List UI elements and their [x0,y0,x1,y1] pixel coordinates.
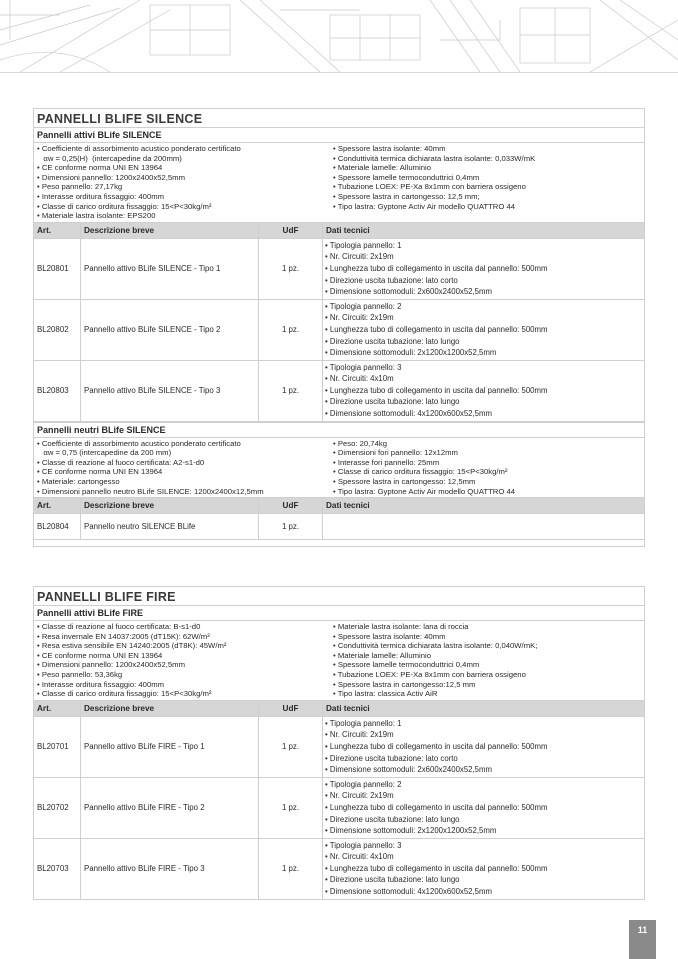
cell-dati [323,299,645,360]
spec-line: • Classe di reazione al fuoco certificata: A2-s1-d0 [37,457,205,467]
spec-line: • Materiale: cartongesso [37,477,120,487]
spec-line: • Coefficiente di assorbimento acustico ponderato certificato [37,144,241,153]
spec-line: • Resa estiva sensibile EN 14240:2005 (dT8K): 45W/m² [37,641,227,651]
cell-dati [323,238,645,299]
spec-line: • Conduttività termica dichiarata lastra isolante: 0,040W/mK; [333,641,538,651]
header-udf: UdF [259,222,323,238]
cell-desc: Pannello attivo BLife SILENCE - Tipo 3 [81,360,259,421]
spec-line: • Dimensioni pannello neutro BLife SILENCE: 1200x2400x12,5mm [37,486,264,496]
header-desc: Descrizione breve [81,498,259,514]
cell-udf: 1 pz. [259,514,323,540]
spec-line: • Interasse orditura fissaggio: 400mm [37,191,165,201]
dati-line: • Nr. Circuiti: 2x19m [325,313,394,323]
product-table [33,700,645,900]
spec-line: • Materiale lamelle: Alluminio [333,163,431,173]
cell-art: BL20803 [34,360,81,421]
cell-desc: Pannello attivo BLife FIRE - Tipo 1 [81,716,259,777]
cell-art: BL20804 [34,514,81,540]
dati-line: • Dimensione sottomoduli: 2x1200x1200x52,5mm [325,826,497,836]
spec-line: • Spessore lastra in cartongesso:12,5 mm [333,679,476,689]
dati-line: • Lunghezza tubo di collegamento in uscita dal pannello: 500mm [325,863,548,873]
cell-udf: 1 pz. [259,238,323,299]
cell-desc: Pannello attivo BLife FIRE - Tipo 2 [81,777,259,838]
dati-line: • Nr. Circuiti: 2x19m [325,791,394,801]
cell-desc: Pannello neutro SILENCE BLife [81,514,259,540]
dati-line: • Dimensione sottomoduli: 4x1200x600x52,5mm [325,887,492,897]
dati-line: • Dimensione sottomoduli: 4x1200x600x52,5mm [325,409,492,419]
dati-line: • Direzione uscita tubazione: lato corto [325,753,458,763]
spec-right [323,438,644,498]
spec-line: • Dimensioni pannello: 1200x2400x52,5mm [37,660,185,670]
spec-line: • Conduttività termica dichiarata lastra isolante: 0,033W/mK [333,153,536,163]
cell-dati [323,514,645,540]
spec-line: • Spessore lamelle termoconduttrici 0,4mm [333,660,480,670]
cell-desc: Pannello attivo BLife FIRE - Tipo 3 [81,838,259,899]
section-fire [33,586,645,900]
spec-line: • Spessore lastra isolante: 40mm [333,631,446,641]
cell-udf: 1 pz. [259,838,323,899]
table-row [34,238,645,299]
spec-right [323,621,644,700]
spec-line: • Coefficiente di assorbimento acustico ponderato certificato [37,438,241,448]
spec-line: • Tubazione LOEX: PE-Xa 8x1mm con barriera ossigeno [333,669,526,679]
table-row [34,838,645,899]
dati-line: • Direzione uscita tubazione: lato lungo [325,397,460,407]
spec-line: αw = 0,75 (intercapedine da 200 mm) [37,448,172,458]
dati-line: • Lunghezza tubo di collegamento in uscita dal pannello: 500mm [325,263,548,273]
spec-block [33,142,645,222]
cell-desc: Pannello attivo BLife SILENCE - Tipo 2 [81,299,259,360]
dati-line: • Direzione uscita tubazione: lato lungo [325,875,460,885]
spec-line: • Classe di reazione al fuoco certificata: B-s1-d0 [37,622,201,631]
table-row [34,716,645,777]
dati-line: • Nr. Circuiti: 2x19m [325,730,394,740]
cell-art: BL20802 [34,299,81,360]
product-table [33,497,645,540]
dati-line: • Dimensione sottomoduli: 2x600x2400x52,5mm [325,287,492,297]
product-table [33,222,645,422]
spec-line: • CE conforme norma UNI EN 13964 [37,163,163,173]
spec-line: • Resa invernale EN 14037:2005 (dT15K): 62W/m² [37,631,210,641]
subsection-title: Pannelli attivi BLife SILENCE [33,127,645,142]
page-number: 11 [629,920,656,959]
dati-line: • Tipologia pannello: 3 [325,362,402,372]
dati-line: • Nr. Circuiti: 4x10m [325,852,394,862]
cell-udf: 1 pz. [259,360,323,421]
spec-line: • Tipo lastra: classica Activ AiR [333,689,438,699]
spec-line: • Peso pannello: 27,17kg [37,182,123,192]
cell-dati [323,716,645,777]
header-dati: Dati tecnici [323,700,645,716]
cell-art: BL20703 [34,838,81,899]
header-blueprint-art [0,0,678,72]
header-art: Art. [34,700,81,716]
header-udf: UdF [259,700,323,716]
cell-art: BL20801 [34,238,81,299]
spec-line: • Spessore lamelle termoconduttrici 0,4mm [333,172,480,182]
section-title: PANNELLI BLIFE FIRE [33,586,645,605]
header-dati: Dati tecnici [323,222,645,238]
subsection-title: Pannelli neutri BLife SILENCE [33,422,645,437]
spec-line: • Spessore lastra in cartongesso: 12,5 mm; [333,191,480,201]
dati-line: • Direzione uscita tubazione: lato lungo [325,336,460,346]
spec-line: • Materiale lastra isolante: lana di roccia [333,622,469,631]
header-udf: UdF [259,498,323,514]
dati-line: • Lunghezza tubo di collegamento in uscita dal pannello: 500mm [325,385,548,395]
dati-line: • Direzione uscita tubazione: lato corto [325,275,458,285]
dati-line: • Tipologia pannello: 3 [325,840,402,850]
table-row [34,514,645,540]
table-row [34,299,645,360]
header-divider [0,72,678,73]
spec-line: • Classe di carico orditura fissaggio: 15<P<30kg/m² [37,689,212,699]
dati-line: • Dimensione sottomoduli: 2x600x2400x52,5mm [325,765,492,775]
dati-line: • Tipologia pannello: 2 [325,301,402,311]
cell-udf: 1 pz. [259,716,323,777]
dati-line: • Lunghezza tubo di collegamento in uscita dal pannello: 500mm [325,741,548,751]
dati-line: • Nr. Circuiti: 2x19m [325,252,394,262]
spec-line: • Tipo lastra: Gyptone Activ Air modello QUATTRO 44 [333,201,515,211]
header-desc: Descrizione breve [81,700,259,716]
dati-line: • Lunghezza tubo di collegamento in uscita dal pannello: 500mm [325,802,548,812]
spec-line: αw = 0,25(H) (intercapedine da 200mm) [37,153,182,163]
cell-dati [323,360,645,421]
spec-line: • Spessore lastra isolante: 40mm [333,144,446,153]
dati-line: • Direzione uscita tubazione: lato lungo [325,814,460,824]
spec-block [33,620,645,700]
subsection-title: Pannelli attivi BLife FIRE [33,605,645,620]
spec-line: • Dimensioni fori pannello: 12x12mm [333,448,458,458]
spec-line: • Materiale lastra isolante: EPS200 [37,211,156,221]
header-desc: Descrizione breve [81,222,259,238]
spec-line: • Materiale lamelle: Alluminio [333,650,431,660]
dati-line: • Lunghezza tubo di collegamento in uscita dal pannello: 500mm [325,324,548,334]
section-title: PANNELLI BLIFE SILENCE [33,108,645,127]
cell-dati [323,777,645,838]
cell-art: BL20701 [34,716,81,777]
cell-desc: Pannello attivo BLife SILENCE - Tipo 1 [81,238,259,299]
spec-line: • Tipo lastra: Gyptone Activ Air modello QUATTRO 44 [333,486,515,496]
dati-line: • Tipologia pannello: 1 [325,718,402,728]
spec-line: • Spessore lastra in cartongesso: 12,5mm [333,477,476,487]
header-dati: Dati tecnici [323,498,645,514]
spec-line: • CE conforme norma UNI EN 13964 [37,650,163,660]
table-row [34,360,645,421]
cell-art: BL20702 [34,777,81,838]
spec-right [323,143,644,222]
spec-block [33,437,645,498]
cell-udf: 1 pz. [259,299,323,360]
spec-line: • Peso: 20,74kg [333,438,387,448]
dati-line: • Tipologia pannello: 2 [325,779,402,789]
header-art: Art. [34,222,81,238]
spec-left [34,143,323,222]
cell-dati [323,838,645,899]
spec-line: • Interasse fori pannello: 25mm [333,457,440,467]
spec-line: • Dimensioni pannello: 1200x2400x52,5mm [37,172,185,182]
spec-left [34,438,323,498]
table-row [34,777,645,838]
header-art: Art. [34,498,81,514]
spec-line: • Interasse orditura fissaggio: 400mm [37,679,165,689]
spec-line: • Tubazione LOEX: PE-Xa 8x1mm con barriera ossigeno [333,182,526,192]
dati-line: • Dimensione sottomoduli: 2x1200x1200x52,5mm [325,348,497,358]
spec-left [34,621,323,700]
spec-line: • Classe di carico orditura fissaggio: 15<P<30kg/m² [333,467,508,477]
spec-line: • Peso pannello: 53,36kg [37,669,123,679]
cell-udf: 1 pz. [259,777,323,838]
section-silence [33,108,645,547]
spec-line: • Classe di carico orditura fissaggio: 15<P<30kg/m² [37,201,212,211]
dati-line: • Nr. Circuiti: 4x10m [325,374,394,384]
spec-line: • CE conforme norma UNI EN 13964 [37,467,163,477]
dati-line: • Tipologia pannello: 1 [325,240,402,250]
